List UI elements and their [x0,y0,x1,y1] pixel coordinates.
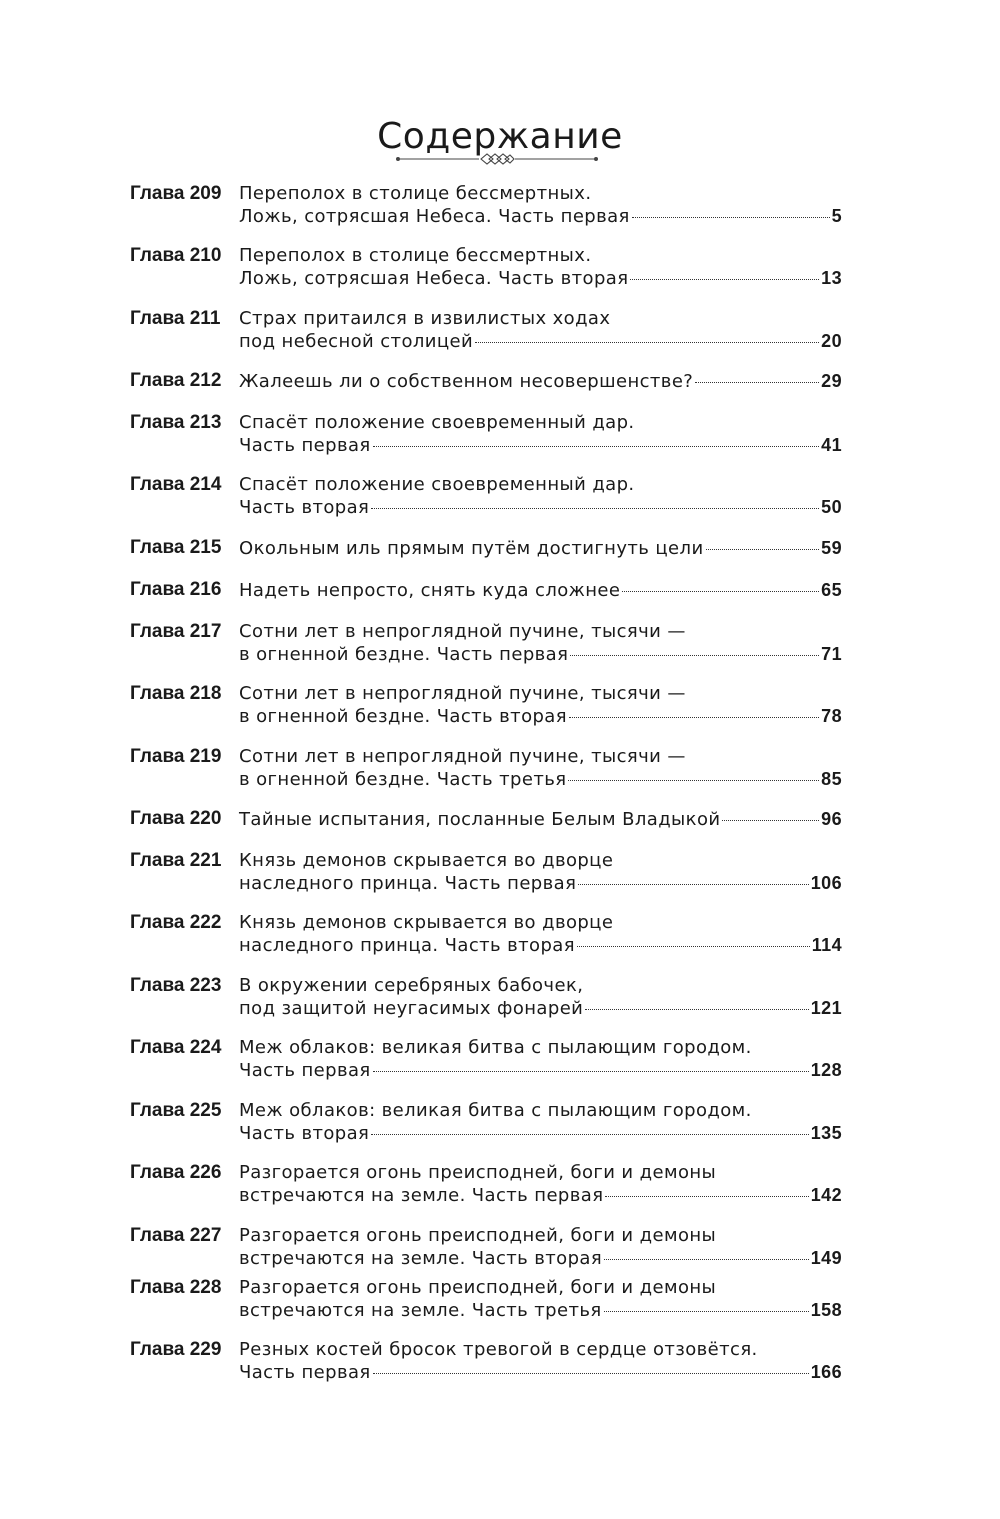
chapter-title [239,1277,842,1322]
chapter-label: Глава 212 [130,370,222,391]
chapter-label: Глава 223 [130,975,222,996]
chapter-title-line: Надеть непросто, снять куда сложнее [239,580,621,601]
chapter-title-line: Часть первая [239,1060,371,1081]
chapter-title-line: Князь демонов скрывается во дворце [239,912,614,933]
chapter-title-line: в огненной бездне. Часть вторая [239,706,567,727]
chapter-label: Глава 229 [130,1339,222,1360]
chapter-title-line: Меж облаков: великая битва с пылающим городом. [239,1100,752,1121]
page-number: 50 [821,497,842,517]
chapter-title-line: Жалеешь ли о собственном несовершенстве? [239,371,694,392]
dot-leader [577,946,810,947]
dot-leader [570,655,819,656]
chapter-title-last-line [239,997,842,1020]
chapter-title-last-line [239,434,842,457]
chapter-label: Глава 214 [130,474,222,495]
chapter-title-line: под небесной столицей [239,331,474,352]
chapter-title-line: встречаются на земле. Часть первая [239,1185,604,1206]
page-number: 114 [811,935,842,955]
chapter-label: Глава 220 [130,808,222,829]
chapter-title-line: Переполох в столице бессмертных. [239,245,592,266]
chapter-label: Глава 209 [130,183,222,204]
chapter-title-last-line [239,205,842,228]
chapter-title-line: Разгорается огонь преисподней, боги и демоны [239,1277,717,1298]
chapter-label: Глава 216 [130,579,222,600]
chapter-title [239,537,842,560]
chapter-title-line: под защитой неугасимых фонарей [239,998,584,1019]
chapter-title [239,683,842,728]
chapter-title [239,474,842,519]
dot-leader [604,1311,809,1312]
chapter-title-last-line [239,537,842,560]
chapter-label: Глава 219 [130,746,222,767]
chapter-title-line: Меж облаков: великая битва с пылающим городом. [239,1037,752,1058]
page-number: 20 [821,331,842,351]
chapter-title-line: наследного принца. Часть первая [239,873,577,894]
page-number: 96 [821,809,842,829]
chapter-label: Глава 210 [130,245,222,266]
dot-leader [373,1071,809,1072]
page-number: 149 [810,1248,842,1268]
chapter-title-last-line [239,267,842,290]
page-number: 65 [821,580,842,600]
chapter-label: Глава 211 [130,308,221,329]
dot-leader [371,1134,808,1135]
chapter-title-line: в огненной бездне. Часть первая [239,644,569,665]
chapter-title-line: Тайные испытания, посланные Белым Владыкой [239,809,721,830]
chapter-title [239,1225,842,1270]
page-number: 158 [810,1300,842,1320]
dot-leader [605,1196,808,1197]
chapter-title-line: в огненной бездне. Часть третья [239,769,567,790]
chapter-label: Глава 221 [130,850,222,871]
dot-leader [578,884,808,885]
chapter-title-line: Спасёт положение своевременный дар. [239,412,635,433]
chapter-title-line: Часть вторая [239,1123,370,1144]
page-number: 121 [810,998,842,1018]
page-number: 166 [810,1362,842,1382]
chapter-title-line: Сотни лет в непроглядной пучине, тысячи — [239,746,686,767]
dot-leader [569,717,819,718]
chapter-title [239,183,842,228]
chapter-title [239,308,842,353]
dot-leader [604,1259,809,1260]
chapter-label: Глава 222 [130,912,222,933]
ornament-divider-icon [395,148,599,170]
chapter-title-last-line [239,1299,842,1322]
chapter-title-line: встречаются на земле. Часть вторая [239,1248,603,1269]
page-number: 85 [821,769,842,789]
page-number: 128 [810,1060,842,1080]
chapter-title-line: Разгорается огонь преисподней, боги и демоны [239,1225,717,1246]
chapter-title-last-line [239,1122,842,1145]
chapter-title-last-line [239,579,842,602]
chapter-title [239,808,842,831]
page-number: 29 [821,371,842,391]
chapter-label: Глава 224 [130,1037,222,1058]
chapter-label: Глава 217 [130,621,222,642]
chapter-title-last-line [239,330,842,353]
chapter-title [239,579,842,602]
chapter-title-line: Спасёт положение своевременный дар. [239,474,635,495]
chapter-title [239,1037,842,1082]
page-number: 106 [810,873,842,893]
chapter-title-last-line [239,768,842,791]
chapter-title-last-line [239,643,842,666]
page-number: 13 [821,268,842,288]
chapter-title [239,746,842,791]
chapter-title-last-line [239,1059,842,1082]
dot-leader [371,508,819,509]
dot-leader [568,780,819,781]
page-number: 142 [810,1185,842,1205]
dot-leader [622,591,819,592]
chapter-title-line: Сотни лет в непроглядной пучине, тысячи — [239,683,686,704]
chapter-title-line: Страх притаился в извилистых ходах [239,308,611,329]
chapter-title-line: Часть вторая [239,497,370,518]
chapter-title-line: встречаются на земле. Часть третья [239,1300,602,1321]
dot-leader [475,342,819,343]
page-title: Содержание [377,116,623,158]
page-number: 78 [821,706,842,726]
dot-leader [706,549,820,550]
chapter-label: Глава 215 [130,537,222,558]
chapter-title-last-line [239,496,842,519]
chapter-title [239,412,842,457]
chapter-title [239,975,842,1020]
chapter-title [239,370,842,393]
chapter-title [239,245,842,290]
chapter-title-line: Князь демонов скрывается во дворце [239,850,614,871]
chapter-title-line: Часть первая [239,1362,371,1383]
chapter-title-line: Ложь, сотрясшая Небеса. Часть вторая [239,268,629,289]
chapter-title-line: Разгорается огонь преисподней, боги и демоны [239,1162,717,1183]
chapter-title-last-line [239,1247,842,1270]
chapter-label: Глава 227 [130,1225,222,1246]
dot-leader [722,820,819,821]
chapter-label: Глава 213 [130,412,222,433]
chapter-title-line: Переполох в столице бессмертных. [239,183,592,204]
chapter-title-line: Часть первая [239,435,371,456]
chapter-title [239,1100,842,1145]
page-number: 41 [821,435,842,455]
page-number: 71 [821,644,842,664]
page-number: 59 [821,538,842,558]
chapter-title-line: Ложь, сотрясшая Небеса. Часть первая [239,206,630,227]
chapter-label: Глава 226 [130,1162,222,1183]
chapter-title-last-line [239,1361,842,1384]
chapter-title-last-line [239,872,842,895]
dot-leader [585,1009,809,1010]
chapter-title [239,1339,842,1384]
chapter-title [239,850,842,895]
chapter-label: Глава 228 [130,1277,222,1298]
chapter-title-line: наследного принца. Часть вторая [239,935,575,956]
chapter-label: Глава 218 [130,683,222,704]
dot-leader [632,217,830,218]
chapter-title-last-line [239,934,842,957]
chapter-title-last-line [239,1184,842,1207]
chapter-title-line: В окружении серебряных бабочек, [239,975,584,996]
page-number: 5 [831,206,842,226]
dot-leader [373,446,820,447]
dot-leader [630,279,819,280]
dot-leader [695,382,819,383]
chapter-title [239,1162,842,1207]
chapter-title-line: Окольным иль прямым путём достигнуть цели [239,538,704,559]
dot-leader [373,1373,809,1374]
chapter-title [239,621,842,666]
chapter-title-line: Резных костей бросок тревогой в сердце отзовётся. [239,1339,758,1360]
page-number: 135 [810,1123,842,1143]
chapter-title-line: Сотни лет в непроглядной пучине, тысячи — [239,621,686,642]
chapter-title-last-line [239,705,842,728]
chapter-title-last-line [239,370,842,393]
chapter-title [239,912,842,957]
chapter-label: Глава 225 [130,1100,222,1121]
chapter-title-last-line [239,808,842,831]
